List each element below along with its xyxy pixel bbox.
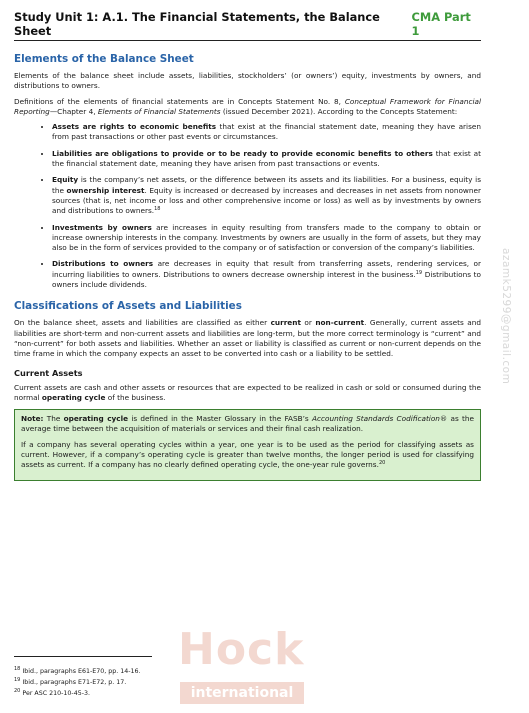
footnote-20: $^{20}$ Per ASC 210-10-45-3. (14, 688, 90, 698)
footnote-ref-19: 19 (415, 269, 423, 276)
email-watermark: azamk5299@gmail.com (500, 248, 512, 385)
list-item-equity: • Equity is the company’s net assets, or the difference between its assets and its liabilities. For a business, equity is the ownership interest. Equity is increased or decreased by increases and decreases in net assets from nonowner sources (that is, net income or loss and other comprehensive income or loss) as well as by investments by owners and distributions to owners.$^{18}$ (52, 175, 481, 216)
subheading-current-assets: Current Assets (14, 367, 83, 378)
logo-subtext: international (180, 682, 304, 704)
list-item-assets: • Assets are rights to economic benefits that exist at the financial statement date, meaning they have arisen from past transactions or other past events or circumstances. (52, 122, 481, 143)
note-paragraph-1: Note: The operating cycle is defined in the Master Glossary in the FASB’s Accounting Standards Codification® as the average time between the acquisition of materials or services and their final cash realization. (21, 414, 474, 434)
logo-text: Hock (178, 624, 305, 675)
footnote-divider (14, 656, 152, 657)
note-paragraph-2: If a company has several operating cycles within a year, one year is to be used as the period for classifying assets as current. However, if a company’s operating cycle is greater than twelve months, the longer period is used for classifying assets as current. If a company has no clearly defined operating cycle, the one-year rule governs.$^{20}$ (21, 439, 474, 470)
footnote-ref-20: 20 (378, 460, 386, 467)
list-item-liabilities: • Liabilities are obligations to provide or to be ready to provide economic benefits to others that exist at the financial statement date, meaning they have arisen from past transactions or events. (52, 149, 481, 170)
study-unit-title: Study Unit 1: A.1. The Financial Statements, the Balance Sheet (14, 10, 380, 38)
section-heading-elements: Elements of the Balance Sheet (14, 53, 194, 65)
elements-list (14, 122, 481, 290)
note-box (14, 409, 481, 480)
section-heading-classifications: Classifications of Assets and Liabilities (14, 300, 242, 313)
list-item-investments: • Investments by owners are increases in equity resulting from transfers made to the company to obtain or increase ownership interests in the company. Investments by owners are usually in the form of assets, but they may also be in the form of services provided to the company or of satisfaction or conversion of the company’s liabilities. (52, 223, 481, 254)
page (14, 10, 481, 481)
paragraph-current-assets: Current assets are cash and other assets or resources that are expected to be realized in cash or sold or consumed during the normal operating cycle of the business. (14, 382, 481, 402)
paragraph-elements-intro: Elements of the balance sheet include assets, liabilities, stockholders’ (or owners’) equity, investments by owners, and distributions to owners. (14, 71, 481, 91)
paragraph-classifications: On the balance sheet, assets and liabilities are classified as either current or non-current. Generally, current assets and liabilities are short-term and non-current assets and liabilities are long-term, but the more correct terminology is “current” and “non-current” for both assets and liabilities. Whether an asset or liability is classified as current or non-current depends on the time frame in which the company expects an asset to be converted into cash or a liability to be settled. (14, 318, 482, 359)
footnote-18: $^{18}$ Ibid., paragraphs E61-E70, pp. 14-16. (14, 666, 141, 675)
paragraph-definitions: Definitions of the elements of financial statements are in Concepts Statement No. 8, Conceptual Framework for Financial Reporting—Chapter 4, Elements of Financial Statements (issued December 2021). According to the Concepts Statement: (14, 96, 482, 116)
page-header (14, 10, 481, 41)
cma-part-label: CMA Part 1 (411, 10, 471, 38)
footnote-19: $^{19}$ Ibid., paragraphs E71-E72, p. 17. (14, 677, 127, 687)
list-item-distributions: • Distributions to owners are decreases in equity that result from transferring assets, rendering services, or incurring liabilities to owners. Distributions to owners decrease ownership interest in the business.$^{19}$ Distributions to owners include dividends. (52, 259, 481, 290)
footnotes (14, 666, 314, 700)
footnote-ref-18: 18 (154, 206, 161, 213)
